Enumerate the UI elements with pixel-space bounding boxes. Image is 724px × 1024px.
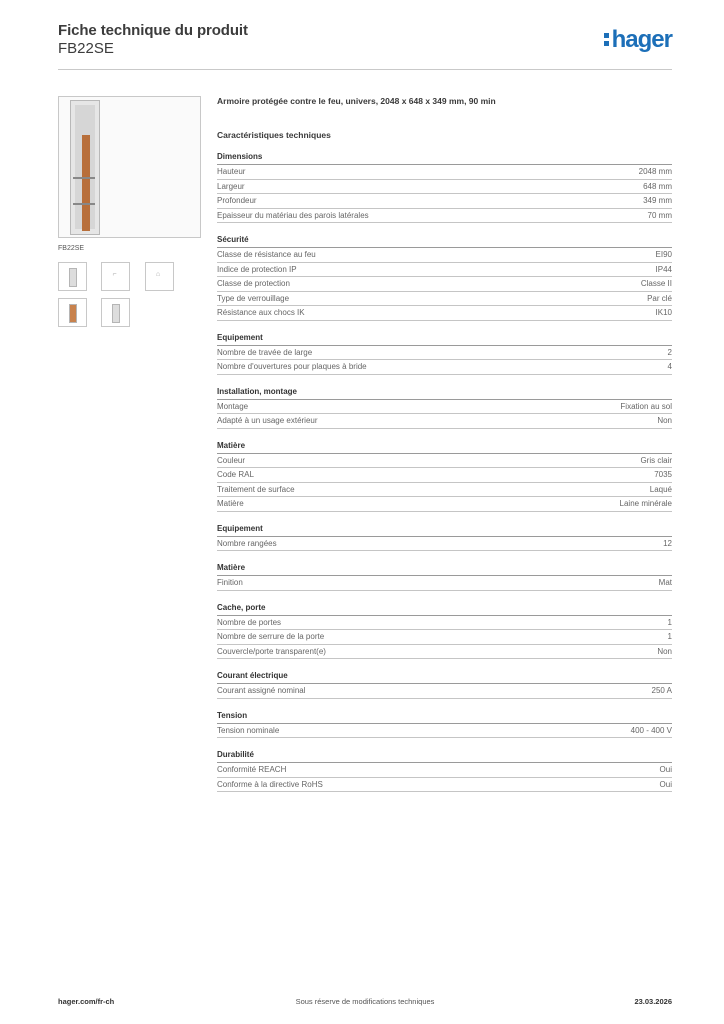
hager-logo: [604, 26, 672, 54]
spec-value: Laine minérale: [619, 499, 672, 508]
spec-value: EI90: [655, 250, 672, 259]
spec-row: [217, 306, 672, 321]
spec-value: 2048 mm: [638, 167, 672, 176]
spec-row: [217, 468, 672, 483]
product-reference: FB22SE: [58, 40, 114, 57]
spec-row: [217, 684, 672, 699]
spec-value: 4: [667, 362, 672, 371]
spec-value: Non: [657, 646, 672, 656]
footer-website: hager.com/fr-ch: [58, 997, 115, 1006]
spec-section: [217, 750, 672, 792]
section-heading: Dimensions: [217, 152, 672, 165]
spec-label: Finition: [217, 578, 243, 587]
spec-label: Montage: [217, 401, 249, 411]
image-caption: FB22SE: [58, 245, 85, 252]
spec-row: [217, 346, 672, 361]
spec-label: Epaisseur du matériau des parois latérales: [217, 210, 369, 220]
product-description: Armoire protégée contre le feu, univers, 2048 x 648 x 349 mm, 90 min: [217, 96, 496, 106]
section-heading: Equipement: [217, 524, 672, 537]
spec-label: Courant assigné nominal: [217, 686, 306, 695]
spec-row: [217, 414, 672, 429]
spec-row: [217, 263, 672, 278]
spec-label: Largeur: [217, 181, 245, 191]
spec-sections: [217, 152, 672, 792]
spec-value: Mat: [658, 578, 672, 587]
spec-row: [217, 576, 672, 591]
spec-label: Nombre d'ouvertures pour plaques à bride: [217, 362, 367, 371]
section-heading: Cache, porte: [217, 603, 672, 616]
spec-value: Oui: [659, 765, 672, 774]
cabinet-thumb-icon: [69, 268, 77, 287]
spec-value: Oui: [659, 779, 672, 789]
spec-label: Indice de protection IP: [217, 264, 297, 274]
logo-text: hager: [611, 26, 672, 53]
spec-label: Classe de protection: [217, 279, 290, 288]
spec-row: [217, 209, 672, 224]
section-heading: Matière: [217, 563, 672, 576]
spec-section: [217, 235, 672, 321]
footer-date: 23.03.2026: [634, 997, 672, 1006]
spec-value: Classe II: [640, 279, 672, 288]
spec-label: Conformité REACH: [217, 765, 287, 774]
spec-row: [217, 248, 672, 263]
spec-row: [217, 616, 672, 631]
cabinet-open-thumb-icon: [69, 304, 77, 323]
spec-row: [217, 277, 672, 292]
spec-value: 1: [667, 617, 672, 627]
cabinet-side-thumb-icon: [112, 304, 120, 323]
detail-thumb-icon: ⌐: [112, 271, 117, 278]
section-heading: Sécurité: [217, 235, 672, 248]
spec-value: Laqué: [649, 484, 672, 494]
spec-section: [217, 333, 672, 375]
section-heading: Courant électrique: [217, 671, 672, 684]
spec-label: Nombre de portes: [217, 617, 282, 627]
spec-row: [217, 360, 672, 375]
spec-row: [217, 165, 672, 180]
spec-label: Couleur: [217, 455, 246, 465]
spec-value: IK10: [655, 308, 672, 317]
spec-value: Gris clair: [640, 455, 672, 465]
spec-value: 1: [667, 632, 672, 641]
section-heading: Durabilité: [217, 750, 672, 763]
spec-value: IP44: [655, 264, 672, 274]
spec-label: Type de verrouillage: [217, 293, 290, 303]
spec-value: 2: [667, 347, 672, 357]
spec-label: Nombre de travée de large: [217, 347, 313, 357]
spec-value: 250 A: [651, 686, 672, 695]
spec-label: Matière: [217, 499, 244, 508]
thumbnail-cabinet-open[interactable]: [58, 298, 87, 327]
spec-label: Couvercle/porte transparent(e): [217, 646, 326, 656]
spec-row: [217, 645, 672, 660]
spec-value: 349 mm: [643, 196, 672, 205]
spec-row: [217, 724, 672, 739]
spec-value: 648 mm: [643, 181, 672, 191]
spec-row: [217, 537, 672, 552]
spec-section: [217, 524, 672, 552]
product-images: [58, 96, 201, 334]
spec-row: [217, 400, 672, 415]
spec-row: [217, 454, 672, 469]
cabinet-illustration: [70, 100, 100, 235]
technical-heading: Caractéristiques techniques: [217, 130, 331, 140]
thumbnail-cabinet-front[interactable]: [58, 262, 87, 291]
spec-value: 70 mm: [647, 210, 672, 220]
spec-row: [217, 483, 672, 498]
spec-label: Profondeur: [217, 196, 257, 205]
spec-label: Nombre de serrure de la porte: [217, 632, 325, 641]
spec-row: [217, 180, 672, 195]
thumbnail-detail-2[interactable]: [145, 262, 174, 291]
thumbnail-cabinet-side[interactable]: [101, 298, 130, 327]
section-heading: Tension: [217, 711, 672, 724]
section-heading: Equipement: [217, 333, 672, 346]
spec-row: [217, 778, 672, 793]
spec-value: Fixation au sol: [620, 401, 672, 411]
section-heading: Matière: [217, 441, 672, 454]
spec-label: Hauteur: [217, 167, 246, 176]
spec-section: [217, 563, 672, 591]
spec-row: [217, 194, 672, 209]
spec-section: [217, 711, 672, 739]
logo-dots-icon: [604, 33, 610, 49]
spec-label: Classe de résistance au feu: [217, 250, 316, 259]
technical-content: [217, 96, 672, 792]
page-title: Fiche technique du produit: [58, 22, 248, 39]
spec-label: Adapté à un usage extérieur: [217, 416, 318, 425]
spec-label: Traitement de surface: [217, 484, 295, 494]
footer-notice: Sous réserve de modifications techniques: [295, 997, 435, 1006]
spec-section: [217, 603, 672, 660]
spec-label: Conforme à la directive RoHS: [217, 779, 323, 789]
spec-label: Tension nominale: [217, 725, 280, 735]
detail-thumb-icon: ⌂: [155, 271, 161, 278]
section-heading: Installation, montage: [217, 387, 672, 400]
spec-section: [217, 387, 672, 429]
page-header: [58, 22, 672, 70]
spec-label: Nombre rangées: [217, 538, 277, 548]
thumbnail-strip: [58, 262, 218, 334]
spec-value: 7035: [654, 470, 672, 479]
spec-value: Non: [657, 416, 672, 425]
spec-value: 12: [663, 538, 672, 548]
spec-row: [217, 763, 672, 778]
spec-section: [217, 152, 672, 223]
main-product-image[interactable]: [58, 96, 201, 238]
spec-value: 400 - 400 V: [630, 725, 672, 735]
thumbnail-detail-1[interactable]: [101, 262, 130, 291]
spec-section: [217, 671, 672, 699]
spec-value: Par clé: [647, 293, 672, 303]
page-footer: [58, 997, 672, 1009]
spec-section: [217, 441, 672, 512]
spec-label: Résistance aux chocs IK: [217, 308, 305, 317]
spec-row: [217, 292, 672, 307]
spec-row: [217, 497, 672, 512]
spec-label: Code RAL: [217, 470, 254, 479]
spec-row: [217, 630, 672, 645]
